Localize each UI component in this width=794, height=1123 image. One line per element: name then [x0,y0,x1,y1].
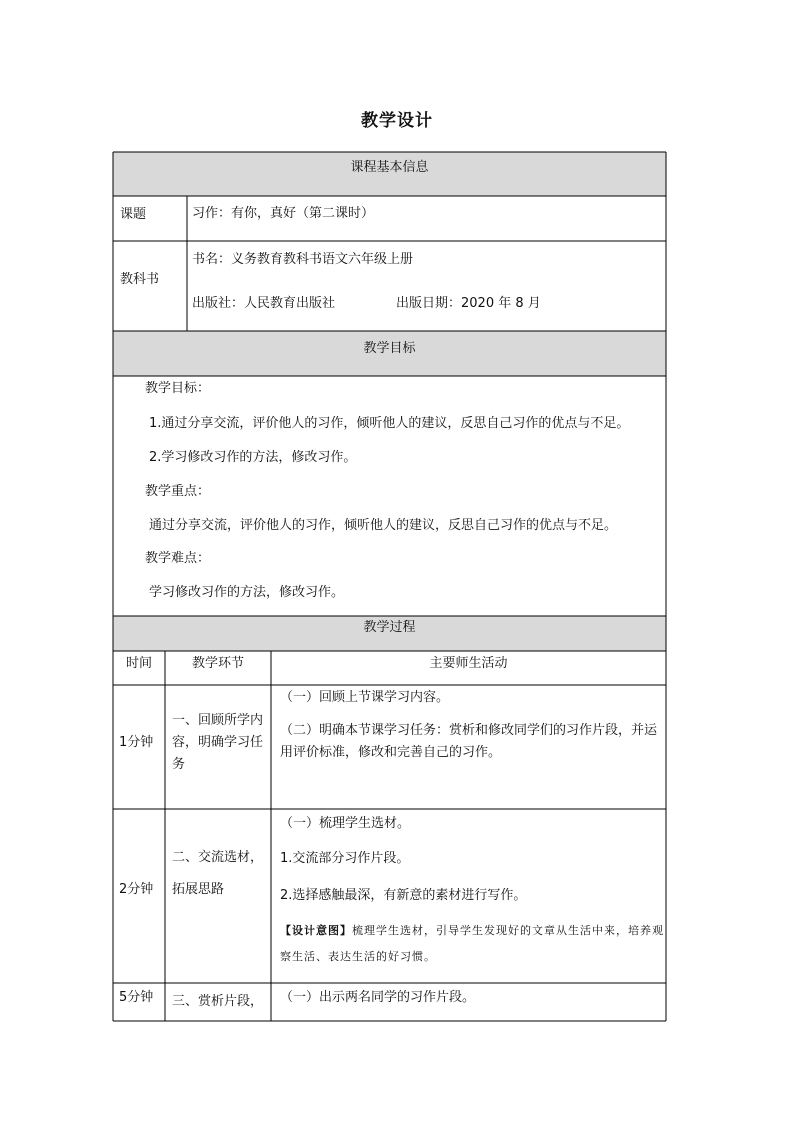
row3-stage: 三、赏析片段， [172,994,264,1009]
row2-activity-1: （一）梳理学生选材。 [280,816,411,831]
publish-date: 出版日期：2020 年 8 月 [396,296,541,311]
section-heading-objectives: 教学目标 [363,341,416,356]
key-point-heading: 教学重点： [145,484,211,499]
key-point-text: 通过分享交流，评价他人的习作，倾听他人的建议，反思自己习作的优点与不足。 [149,518,618,533]
header-stage: 教学环节 [191,656,244,671]
difficulty-text: 学习修改习作的方法，修改习作。 [149,585,345,600]
book-name: 书名：义务教育教科书语文六年级上册 [192,252,414,267]
textbook-label: 教科书 [120,272,160,287]
header-time: 时间 [125,656,152,671]
design-intent-note [280,918,664,970]
page-title: 教学设计 [361,111,433,131]
row3-activity-1: （一）出示两名同学的习作片段。 [280,990,476,1005]
goal-item-1: 1.通过分享交流，评价他人的习作，倾听他人的建议，反思自己习作的优点与不足。 [149,416,630,431]
difficulty-heading: 教学难点： [145,551,211,566]
row2-activity-2: 1.交流部分习作片段。 [280,851,410,866]
header-activities: 主要师生活动 [429,656,508,671]
row2-time: 2分钟 [119,882,154,897]
goal-heading: 教学目标： [145,381,211,396]
row1-activity-2: （二）明确本节课学习任务：赏析和修改同学们的习作片段，并运用评价标准，修改和完善自己的习作。 [280,723,658,760]
topic-label: 课题 [120,207,147,222]
row2-stage-line1: 二、交流选材， [172,850,264,865]
design-intent-text: 梳理学生选材，引导学生发现好的文章从生活中来，培养观察生活、表达生活的好习惯。 [280,924,664,963]
row1-stage: 一、回顾所学内容，明确学习任务 [172,713,264,772]
row3-time: 5分钟 [119,990,154,1005]
row2-stage-line2: 拓展思路 [172,882,225,897]
section-heading-process: 教学过程 [363,620,416,635]
design-intent-label: 【设计意图】 [280,924,352,937]
publisher: 出版社：人民教育出版社 [192,296,336,311]
row1-activity-1: （一）回顾上节课学习内容。 [280,690,450,705]
goal-item-2: 2.学习修改习作的方法，修改习作。 [149,450,357,465]
topic-value: 习作：有你，真好（第二课时） [192,206,375,221]
row1-time: 1分钟 [119,735,154,750]
row2-activity-3: 2.选择感触最深，有新意的素材进行写作。 [280,888,527,903]
section-heading-basic-info: 课程基本信息 [350,160,429,175]
